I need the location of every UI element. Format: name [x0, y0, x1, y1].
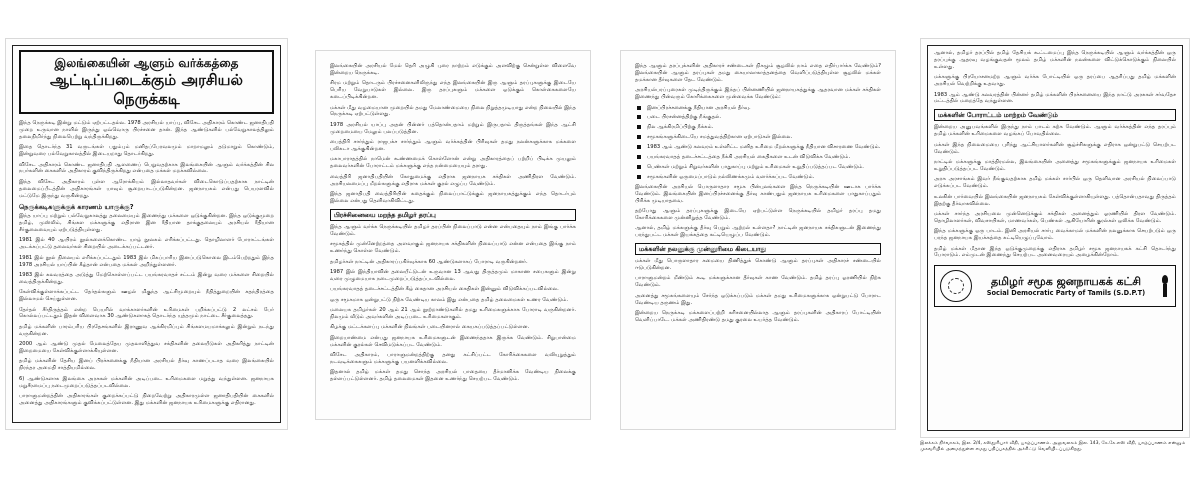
- paragraph: மலையக தமிழர்கள் 20 ஆம் 21 ஆம் நூற்றாண்டுகளில் தமது உரிமைகளுக்காக போராடி வருகின்றனர். நிலமும் வீடும் அவர்களின் அடிப்படை உரிமைகளாகும்.: [330, 307, 576, 320]
- list-item: சமூகங்களின் ஒருமைப்பாடும் நல்லிணக்கமும் வளர்க்கப்பட வேண்டும்.: [635, 174, 881, 181]
- party-name-english: Social Democratic Party of Tamils (S.D.P.T): [986, 288, 1146, 297]
- paragraph: பைத்திரி சார்ந்தும் ராஜபக்ச சார்ந்தும் ஆளும் வர்க்கத்தின் பிரிவுகள் தமது நலன்களுக்காக மக்களை பலிகடா ஆக்குகின்றன.: [330, 139, 576, 153]
- leaflet-page-3: [620, 50, 896, 430]
- paragraph: மக்களுக்கு பிரயோசனமற்ற ஆளும் வர்க்க போட்டியில் ஒரு தரப்பை ஆதரிப்பது தமிழ் மக்களின் அரசியல் வெற்றிக்கு உதவாது.: [934, 74, 1176, 88]
- paragraph: 1978 அரசியல் யாப்பு அதன் பின்னர் பத்தொன்பதாம் மற்றும் இருபதாம் திருத்தங்கள் இந்த ஆட்சி முறைமையை மேலும் பலப்படுத்தின.: [330, 121, 576, 135]
- paragraph: ஆனால், தமிழர் தரப்பில் தமிழ் தேசியக் கூட்டமைப்பு இந்த நெருக்கடியில் ஆளும் வர்க்கத்தின் ஒரு தரப்புக்கு ஆதரவு வழங்குவதன் மூலம் தமிழ் மக்களின் நலன்களை விட்டுக்கொடுக்கும் நிலையில் உள்ளது.: [934, 50, 1176, 70]
- paragraph: தமிழ் மக்களின் தேசிய இனப் பிரச்சனைக்கு நீதியான அரசியல் தீர்வு காணப்படாத வரை இலங்கையில் நிரந்தர அமைதி சாத்தியமில்லை.: [19, 358, 274, 372]
- paragraph: 1981 இல் 40 ஆயிரம் நூல்களைக்கொண்ட யாழ் நூலகம் எரிக்கப்பட்டது. தொழிலாளர் போராட்டங்கள் அடக்கப்பட்டு தலைவர்கள் சிறையில் அடைக்கப்பட்டனர்.: [19, 237, 274, 251]
- paragraph: மக்கள் மீது பொருளாதார சுமையை திணித்துக் கொண்டு ஆளும் தரப்புகள் அதிகாரச் சண்டையில் ஈடுபடுகின்றன.: [635, 258, 881, 272]
- party-signature-box: [934, 265, 1176, 307]
- paragraph: இந்த மக்களுக்கு ஒரு பாடம். இனி அரசியல் சார்பு வைக்காமல் மக்களின் நலனுக்காக செயற்படும் ஒரு பரந்த ஜனநாயக இயக்கத்தை கட்டியெழுப்புவோம்.: [934, 228, 1176, 242]
- paragraph: இன்றைய நெருக்கடி மக்களைப்பற்றி கரிசனையில்லாத ஆளும் தரப்புகளின் அதிகாரப் போட்டியின் வெளிப்பாடே. மக்கள் அணிதிரண்டு தமது குரலை உயர்த்த வேண்டும்.: [635, 310, 881, 323]
- list-item: 1983 ஆம் ஆண்டு கலவரம் உள்ளிட்ட மனித உரிமை மீறல்களுக்கு நீதியான விசாரணை வேண்டும்.: [635, 144, 881, 151]
- paragraph: தமிழ் மக்களின் பாரம்பரிய பிரதேசங்களில் இராணுவ ஆக்கிரமிப்பும் சிங்களமயமாக்கலும் இன்றும் நடந்து வருகின்றன.: [19, 323, 274, 337]
- paragraph: இலங்கையின் அரசியல் பொருளாதார சமூக பின்புலங்களை இந்த நெருக்கடியின் ஊடாக பார்க்க வேண்டும். இலங்கையின் இனப்பிரச்சனைக்கு தீர்வு காண்பதும் ஜனநாயக உரிமைகளை பாதுகாப்பதும் பிரிக்க முடியாதவை.: [635, 183, 881, 204]
- list-item: சமூகங்களுக்கிடையே சமத்துவத்திற்கான ஏற்பாடுகள் இல்லை.: [635, 134, 881, 141]
- paragraph: தமிழ் மக்கள் மீதான இந்த ஒடுக்குமுறைக்கு எதிராக தமிழர் சமூக ஜனநாயகக் கட்சி தொடர்ந்து போராடும். எம்முடன் இணைந்து செயற்பட அனைவரையும் அழைக்கின்றோம்.: [934, 245, 1176, 259]
- demands-list: [635, 105, 881, 181]
- party-name-block: [972, 275, 1160, 298]
- leaflet-title-line-2: ஆட்டிப்படைக்கும் அரசியல் நெருக்கடி: [50, 71, 243, 108]
- party-emblem-icon: [940, 270, 972, 302]
- list-item: படை பிரசன்னத்திற்கு நீங்குதல்.: [635, 114, 881, 121]
- paragraph: 1981 இல் நூல் நிலையம் எரிக்கப்பட்டதும் 1983 இல் மிகப்பாரிய இனப்படுகொலை இடம்பெற்றதும் இந்த 1978 அரசியல் யாப்பின் கீழ்தான் என்பதை மக்கள் அறிந்துள்ளனர்.: [19, 254, 274, 268]
- list-item: பெண்கள் மற்றும் சிறுவர்களின் பாதுகாப்பு மற்றும் உரிமைகள் உறுதிப்படுத்தப்பட வேண்டும்.: [635, 164, 881, 171]
- paragraph: நாட்டில் மக்களுக்கு மாத்திரமல்ல, இலங்கையின் அனைத்து சமூகங்களுக்கும் ஜனநாயக உரிமைகள் உறுதிப்படுத்தப்பட வேண்டும்.: [934, 158, 1176, 172]
- paragraph: இந்த ஜனாதிபதி வைத்திரியின் கதைக்கும் நிலைப்பாட்டுக்கும் ஜனநாயகத்துக்கும் எந்த தொடர்பும் இல்லை என்பது தெளிவாகிவிட்டது.: [330, 191, 576, 204]
- paragraph: இந்த யாப்பு மற்றும் பல்வேறுகாலத்து தலைமையும் இணைந்து மக்களை ஒடுக்குகின்றன. இந்த ஒடுக்குமுறை தமிழ், முஸ்லிம், சிங்கள மக்களுக்கு எதிரான இன ரீதியான தாக்குதலையும் அரசியல் ரீதியான சீர்குலைவையும் ஏற்படுத்தியுள்ளது.: [19, 213, 274, 233]
- section-heading: மக்களின் போராட்டம் மாற்றம் வேண்டும்: [934, 109, 1176, 121]
- paragraph: கேள்விக்குள்ளாக்கப்பட்ட தேர்தல்களும் ஊழல் மிகுந்த ஆட்சிமுறையும் நீதித்துறையின் சுதந்திரத்தை இல்லாமல் செய்துள்ளன.: [19, 289, 274, 303]
- paragraph: சமூகத்தில் முன்னேற்றத்தை அளவாகும் ஜனநாயக சக்திகளின் நிலைப்பாடு என்ன என்பதை இங்கு நாம் உணர்ந்து கொள்ள வேண்டும்.: [330, 241, 576, 255]
- paragraph: பயங்கரவாதத் தடைச்சட்டத்தின் கீழ் கைதான அரசியல் கைதிகள் இன்னும் விடுவிக்கப்படவில்லை.: [330, 286, 559, 293]
- leaflet-page-2: [315, 50, 591, 420]
- paragraph: மக்கள் மீது வழமையான முறையில் தமது மேலாண்மையை நிலை நிறுத்தமுடியாது என்ற நிலையில் இந்த நெருக்கடி ஏற்பட்டுள்ளது.: [330, 104, 576, 118]
- section-heading: நெருக்கடிகளுக்குக் காரணம் யாருக்கு?: [19, 203, 134, 212]
- leaflet-title-box: [19, 50, 274, 114]
- paragraph: 1987 இல் இந்தியாவின் தலையீட்டுடன் உருவான 13 ஆவது திருத்தமும் மாகாண சபைகளும் இன்று வரை முழுமையாக நடைமுறைப்படுத்தப்படவில்லை.: [330, 268, 576, 282]
- paragraph: ஆனால், தமிழ் மக்களுக்கு தீர்வு பெறும் ஆற்றல் உள்ளதா? நாட்டின் ஜனநாயக சக்திகளுடன் இணைந்து பரந்துபட்ட மக்கள் இயக்கத்தை கட்டியெழுப்ப வேண்டும்.: [635, 225, 881, 239]
- paragraph: சிரம மற்றும் தொடரும் பிரச்சனைகளிலிருந்து எந்த இலங்கையின் இரு ஆளும் தரப்புகளுக்கு இடையே பெரிய வேறுபாடுகள் இல்லை. இரு தரப்புகளும் மக்களை ஒடுக்கும் கொள்கைகளையே கடைப்பிடிக்கின்றன.: [330, 80, 576, 101]
- publisher-footer-note: இலக்கம் நிர்வாகம், இல. 2/4, கஸ்தூரியார் வீதி, யாழ்ப்பாணம். அலுவலகம் இல. 143, கே.கே.எஸ் வீதி, யாழ்ப்பாணம் என்னும் முகவரியில் அமைந்துள்ள எமது பதிப்பகத்தில் அச்சிட்டு வெளியிடப்படுகிறது.: [920, 441, 1186, 452]
- paragraph: ஒரு சமூகமாக ஒன்றுபட்டு நிற்க வேண்டிய காலம் இது என்பதை தமிழ் தலைமைகள் உணர வேண்டும்.: [330, 296, 569, 303]
- paragraph: 2000 ஆம் ஆண்டு முதல் மேலைத்தேய முதலாளித்துவ சக்திகளின் தலையீடுகள் அதிகரித்து நாட்டின் இறைமையை கேள்விக்குள்ளாக்கியுள்ளன.: [19, 341, 274, 355]
- paragraph: இந்த ஆளும் தரப்புக்களின் அதிகாரச் சண்டைகள் நிகழும் சூழலில் நாம் எதை எதிர்பார்க்க வேண்டும்? இலங்கையின் ஆளும் தரப்புகள் தமது கையாலாகாத்தனத்தை வெளிப்படுத்தியுள்ள சூழலில் மக்கள் தமக்கான தீர்வுகளை தேட வேண்டும்.: [635, 63, 881, 83]
- paragraph: இதனால் தமிழ் மக்கள் தமது சொந்த அரசியல் பாதையை தீர்மானிக்க வேண்டிய நிலைக்கு தள்ளப்பட்டுள்ளனர். தமிழ் தலைமைகள் இதனை உணர்ந்து செயற்பட வேண்டும்.: [330, 369, 576, 383]
- page-2-frame: [322, 57, 584, 413]
- section-heading: மக்களின் நலனுக்கு முன்னுரிமை கிடையாது: [635, 243, 881, 255]
- paragraph: 1983 ஆம் ஆண்டு கலவரத்தின் பின்னர் தமிழ் மக்களின் பிரச்சனையை இந்த நாட்டு அரசுகள் சர்வதேச மட்டத்தில் மறைத்தே வந்துள்ளன.: [934, 91, 1176, 105]
- page-3-frame: [627, 57, 889, 423]
- paragraph: அனைத்து சமூகங்களையும் சேர்ந்த ஒடுக்கப்படும் மக்கள் தமது உரிமைகளுக்காக ஒன்றுபட்டு போராட வேண்டிய தருணம் இது.: [635, 292, 881, 306]
- paragraph: வைத்திரி ஜனாதிபதியின் கோதுமைக்கு எதிராக ஜனநாயக சக்திகள் அணிதிரள வேண்டும். அரசியலமைப்பு மீறல்களுக்கு எதிராக மக்கள் குரல் எழுப்ப வேண்டும்.: [330, 173, 576, 187]
- paragraph: இலங்கையின் அரசியல் மேல் தெரி அழுகி புரை நாற்றம் எடுக்கும் அளவிற்கு சென்றுள்ள விளைவே இன்றைய நெருக்கடி.: [330, 63, 576, 76]
- page-4-frame: [927, 45, 1183, 431]
- leaflet-page-4: [920, 38, 1190, 438]
- leaflet-page-1: [5, 38, 288, 430]
- paragraph: கிழக்கு மட்டக்களப்பு மக்களின் நிலங்கள் படையினரால் கையகப்படுத்தப்பட்டுள்ளன.: [330, 324, 530, 331]
- section-heading: பிரச்சினையை மறந்த தமிழர் தரப்பு: [330, 209, 576, 221]
- paragraph: 6) ஆண்டுகளாக இலங்கை அரசுகள் மக்களின் அடிப்படை உரிமைகளை மறுத்து வந்துள்ளன. ஜனநாயக மறுசீரமைப்பு நடைமுறைப்படுத்தப்படவில்லை.: [19, 375, 274, 389]
- paragraph: இன்றைய அனுபவங்களில் இருந்து நாம் பாடம் கற்க வேண்டும். ஆளும் வர்க்கத்தின் எந்த தரப்பும் தமிழ் மக்களின் உரிமைகளை வழங்கப் போவதில்லை.: [934, 124, 1176, 138]
- list-item: பயங்கரவாதத் தடைச்சட்டத்தை நீக்கி அரசியல் கைதிகளை உடன் விடுவிக்க வேண்டும்.: [635, 154, 881, 161]
- paragraph: இந்த விசேட அதிகாரம் புள்ள ஆரோக்கியம் இல்லாதவர்கள் விடைகொடுப்பதற்காக நாட்டின் தலைமைப்பீடத்தின் அதிகாரங்கள் யாவும் சூறையாடப்படுகின்றன. ஜனநாயகம் என்பது பெயரளவில் மட்டுமே இருந்து வருகின்றது.: [19, 178, 274, 199]
- paragraph: தற்போது ஆளும் தரப்புகளுக்கு இடையே ஏற்பட்டுள்ள நெருக்கடியில் தமிழர் தரப்பு தமது கோரிக்கைகளை முன்னிறுத்த வேண்டும்.: [635, 208, 881, 221]
- paragraph: அரசியல்பரப்புரைகள் முடிந்திருக்கும் இந்தப் பின்னணியில் ஜனநாயகத்துக்கு ஆதரவான மக்கள் சக்திகள் இணைந்து பின்வரும் கோரிக்கைகளை முன்வைக்க வேண்டும்:: [635, 87, 881, 101]
- list-item: நில ஆக்கிரமிப்பிற்கு நீக்கம்.: [635, 124, 881, 131]
- paragraph: பாராளுமன்றம் மீண்டும் கூடி மக்களுக்கான தீர்வுகள் காண வேண்டும். தமிழ் தரப்பு ஓரணியில் நிற்க வேண்டும்.: [635, 275, 881, 289]
- paragraph: மக்கள் சார்ந்த அரசியலை முன்னெடுக்கும் சக்திகள் அனைத்தும் ஓரணியில் திரள வேண்டும். தொழிலாளர்கள், விவசாயிகள், மாணவர்கள், பெண்கள் ஆகியோரின் குரல்கள் ஒலிக்க வேண்டும்.: [934, 210, 1176, 224]
- paragraph: விசேட அதிகாரம் கொண்ட ஜனாதிபதி ஆளணைப் பெறுவதற்காக இலங்கையின் ஆளும் வர்க்கத்தின் சில நபர்களின் கைகளில் அதிகாரம் குவிந்திருக்கிறது என்பதை மக்கள் மறக்கவில்லை.: [19, 161, 274, 175]
- leaflet-title-line-1: இலங்கையின் ஆளும் வர்க்கத்தை: [54, 56, 239, 70]
- paragraph: விசேட அதிகாரம், பாராளுமன்றத்திற்கு தனது கட்சிப்பட்ட கோரிக்கைகளை வலியுறுத்தும் நடவடிக்கைகளும் மக்களுக்கு பயனளிக்கவில்லை.: [330, 352, 576, 365]
- paragraph: இந்த நெருக்கடி இன்று மட்டும் ஏற்பட்டதல்ல. 1978 அரசியல் யாப்பு, விசேட அதிகாரம் கொண்ட ஜனாதிபதி முறை உருவான நாளில் இருந்து ஒவ்வொரு பிரச்சனை தான். இந்த ஆண்டுகளில் பல்வேறுகாலத்திலும் தலைநிமிர்ந்து நிலைபெற்று வந்திருக்கிறது.: [19, 120, 274, 140]
- party-name-tamil: தமிழர் சமூக ஜனநாயகக் கட்சி: [991, 274, 1141, 288]
- paragraph: இதை தொடர்ந்த 31 வருடங்கள் பதும்பும் மனிதப்பேரவலமும் மாறாமலும் தடுமாறும் கொண்டும், இன்றுவரை பல்வேறுகாலத்தில் இடையறாது தொடர்கிறது.: [19, 144, 274, 158]
- paragraph: 1983 இல் கலவரத்தை அடுத்து மேற்கொள்ளப்பட்ட பயங்கரவாதச் சட்டம் இன்று வரை மக்களை சிறையில் வைத்திருக்கின்றது.: [19, 271, 274, 285]
- paragraph: பாராளுமன்றத்தின் அதிகாரங்கள் குறைக்கப்பட்டு நிறைவேற்று அதிகாரமுள்ள ஜனாதிபதியின் கைகளில் அனைத்து அதிகாரங்களும் குவிக்கப்பட்டுள்ளன. இது மக்களின் ஜனநாயக உரிமைகளுக்கு எதிரானது.: [19, 393, 274, 406]
- paragraph: இறையாண்மை என்பது ஜனநாயக உரிமைகளுடன் இணைந்ததாக இருக்க வேண்டும். சிறுபான்மை மக்களின் குரல்கள் செவிமடுக்கப்பட வேண்டும்.: [330, 334, 576, 348]
- list-item: இனப்பிரச்சனைக்கு நீதியான அரசியல் தீர்வு.: [635, 105, 881, 112]
- paragraph: உலகின் பார்வையில் இலங்கையின் ஜனநாயகம் கேள்விக்குள்ளாகியுள்ளது. பத்தொன்பதாவது திருத்தம் இதற்கு தீர்வாகவில்லை.: [934, 193, 1176, 207]
- paragraph: தமிழர்கள் நாட்டின் அதிகாரப்பகிர்வுக்காக 60 ஆண்டுகளாகப் போராடி வருகின்றனர்.: [330, 258, 528, 265]
- page-1-frame: [12, 45, 281, 423]
- paragraph: அரசு அரசாங்கம் இவர் நீங்குவதற்காக தமிழ் மக்கள் சார்பில் ஒரு தெளிவான அரசியல் நிலைப்பாடு எடுக்கப்பட வேண்டும்.: [934, 176, 1176, 190]
- paragraph: மகாபாராதத்தில் நாமென் கூண்ணமைக் கொள்ளோன் என்று அதிகாரத்தைப் பற்றிப் பிடிக்க முயலும் தலைவர்களின் போராட்டம் மக்களுக்கு எந்த நன்மையையும் தராது.: [330, 156, 576, 170]
- paragraph: தேர்தல் சீர்திருத்தம் என்ற பெயரில் வாக்காளர்களின் உரிமைகள் பறிக்கப்பட்டு 2 லட்சம் பேர் கொல்லப்பட்டதும் இதன் விளைவாக 30 ஆண்டுகளாகத் தொடர்ந்த யுத்தமும் நாட்டை சீர்குலைத்தது.: [19, 306, 274, 320]
- torch-icon: [1160, 275, 1170, 297]
- paragraph: மக்கள் இந்த நிலைமையை புரிந்து ஆட்சியாளர்களின் சூழ்ச்சிகளுக்கு எதிராக ஒன்றுபட்டு செயற்பட வேண்டும்.: [934, 141, 1176, 155]
- paragraph: இந்த ஆளும் வர்க்க நெருக்கடியில் தமிழர் தரப்பின் நிலைப்பாடு என்ன என்பதையும் நாம் இங்கு பார்க்க வேண்டும்.: [330, 223, 576, 237]
